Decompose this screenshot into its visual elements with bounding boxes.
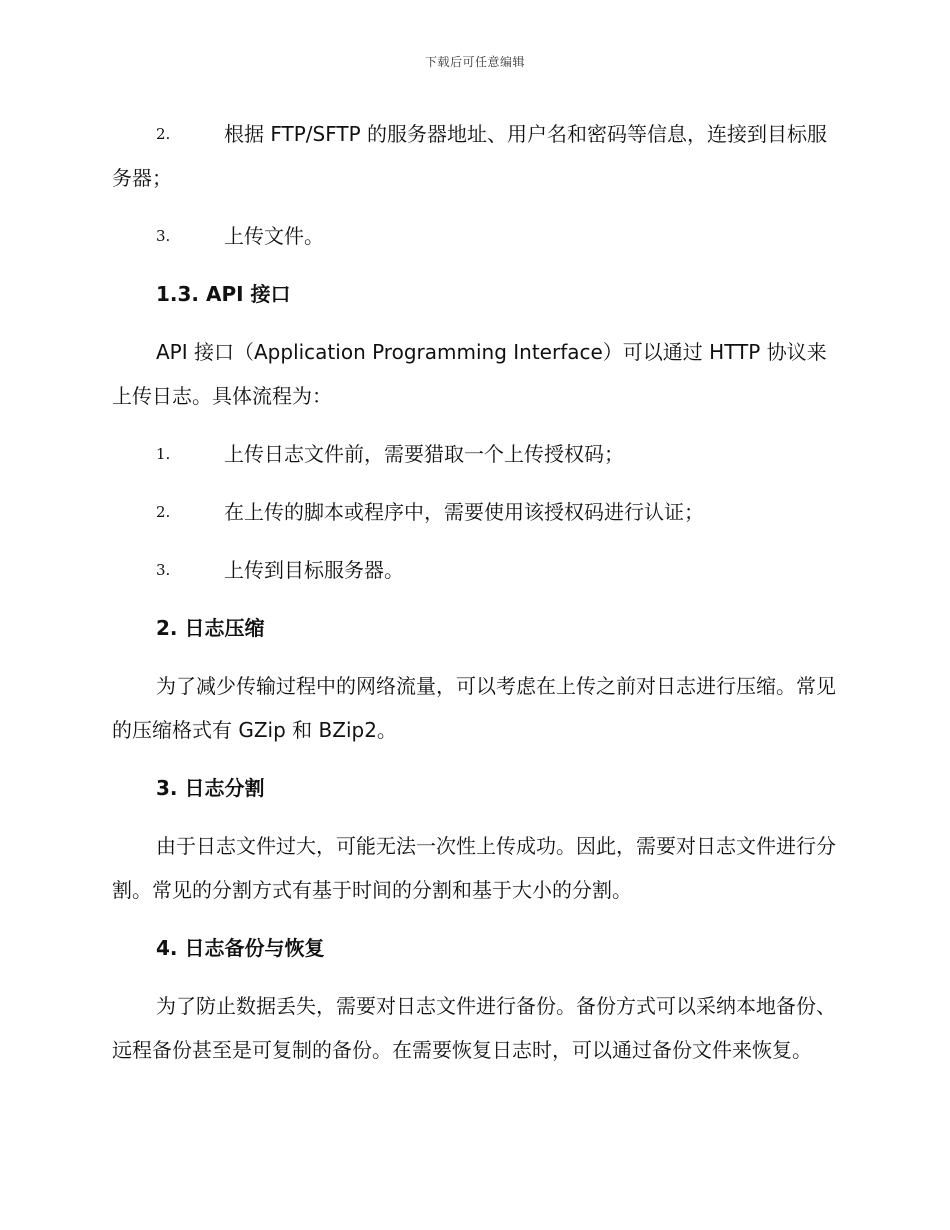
paragraph: 为了减少传输过程中的网络流量，可以考虑在上传之前对日志进行压缩。常见的压缩格式有 GZip 和 BZip2。 — [112, 674, 836, 742]
section-heading-api: 1.3. API 接口 — [156, 282, 291, 306]
list-item — [112, 112, 840, 200]
header-note: 下载后可任意编辑 — [424, 55, 525, 69]
section-heading-compression: 2. 日志压缩 — [156, 616, 265, 640]
list-text: 根据 FTP/SFTP 的服务器地址、用户名和密码等信息，连接到目标服务器； — [112, 122, 828, 190]
list-item — [112, 214, 840, 258]
paragraph: API 接口（Application Programming Interface）可以通过 HTTP 协议来上传日志。具体流程为： — [112, 340, 827, 408]
list-number: 3. — [156, 561, 171, 579]
document-body — [112, 112, 840, 1086]
paragraph: 由于日志文件过大，可能无法一次性上传成功。因此，需要对日志文件进行分割。常见的分割方式有基于时间的分割和基于大小的分割。 — [112, 834, 836, 902]
list-item — [112, 490, 840, 534]
list-text: 上传文件。 — [224, 224, 324, 248]
section-heading-splitting: 3. 日志分割 — [156, 776, 265, 800]
list-text: 上传日志文件前，需要猎取一个上传授权码； — [224, 442, 624, 466]
list-number: 2. — [156, 125, 171, 143]
list-text: 在上传的脚本或程序中，需要使用该授权码进行认证； — [224, 500, 704, 524]
list-number: 3. — [156, 227, 171, 245]
paragraph: 为了防止数据丢失，需要对日志文件进行备份。备份方式可以采纳本地备份、远程备份甚至是可复制的备份。在需要恢复日志时，可以通过备份文件来恢复。 — [112, 994, 836, 1062]
section-heading-backup: 4. 日志备份与恢复 — [156, 936, 325, 960]
list-item — [112, 548, 840, 592]
list-number: 2. — [156, 503, 171, 521]
list-item — [112, 432, 840, 476]
list-text: 上传到目标服务器。 — [224, 558, 404, 582]
list-number: 1. — [156, 445, 171, 463]
